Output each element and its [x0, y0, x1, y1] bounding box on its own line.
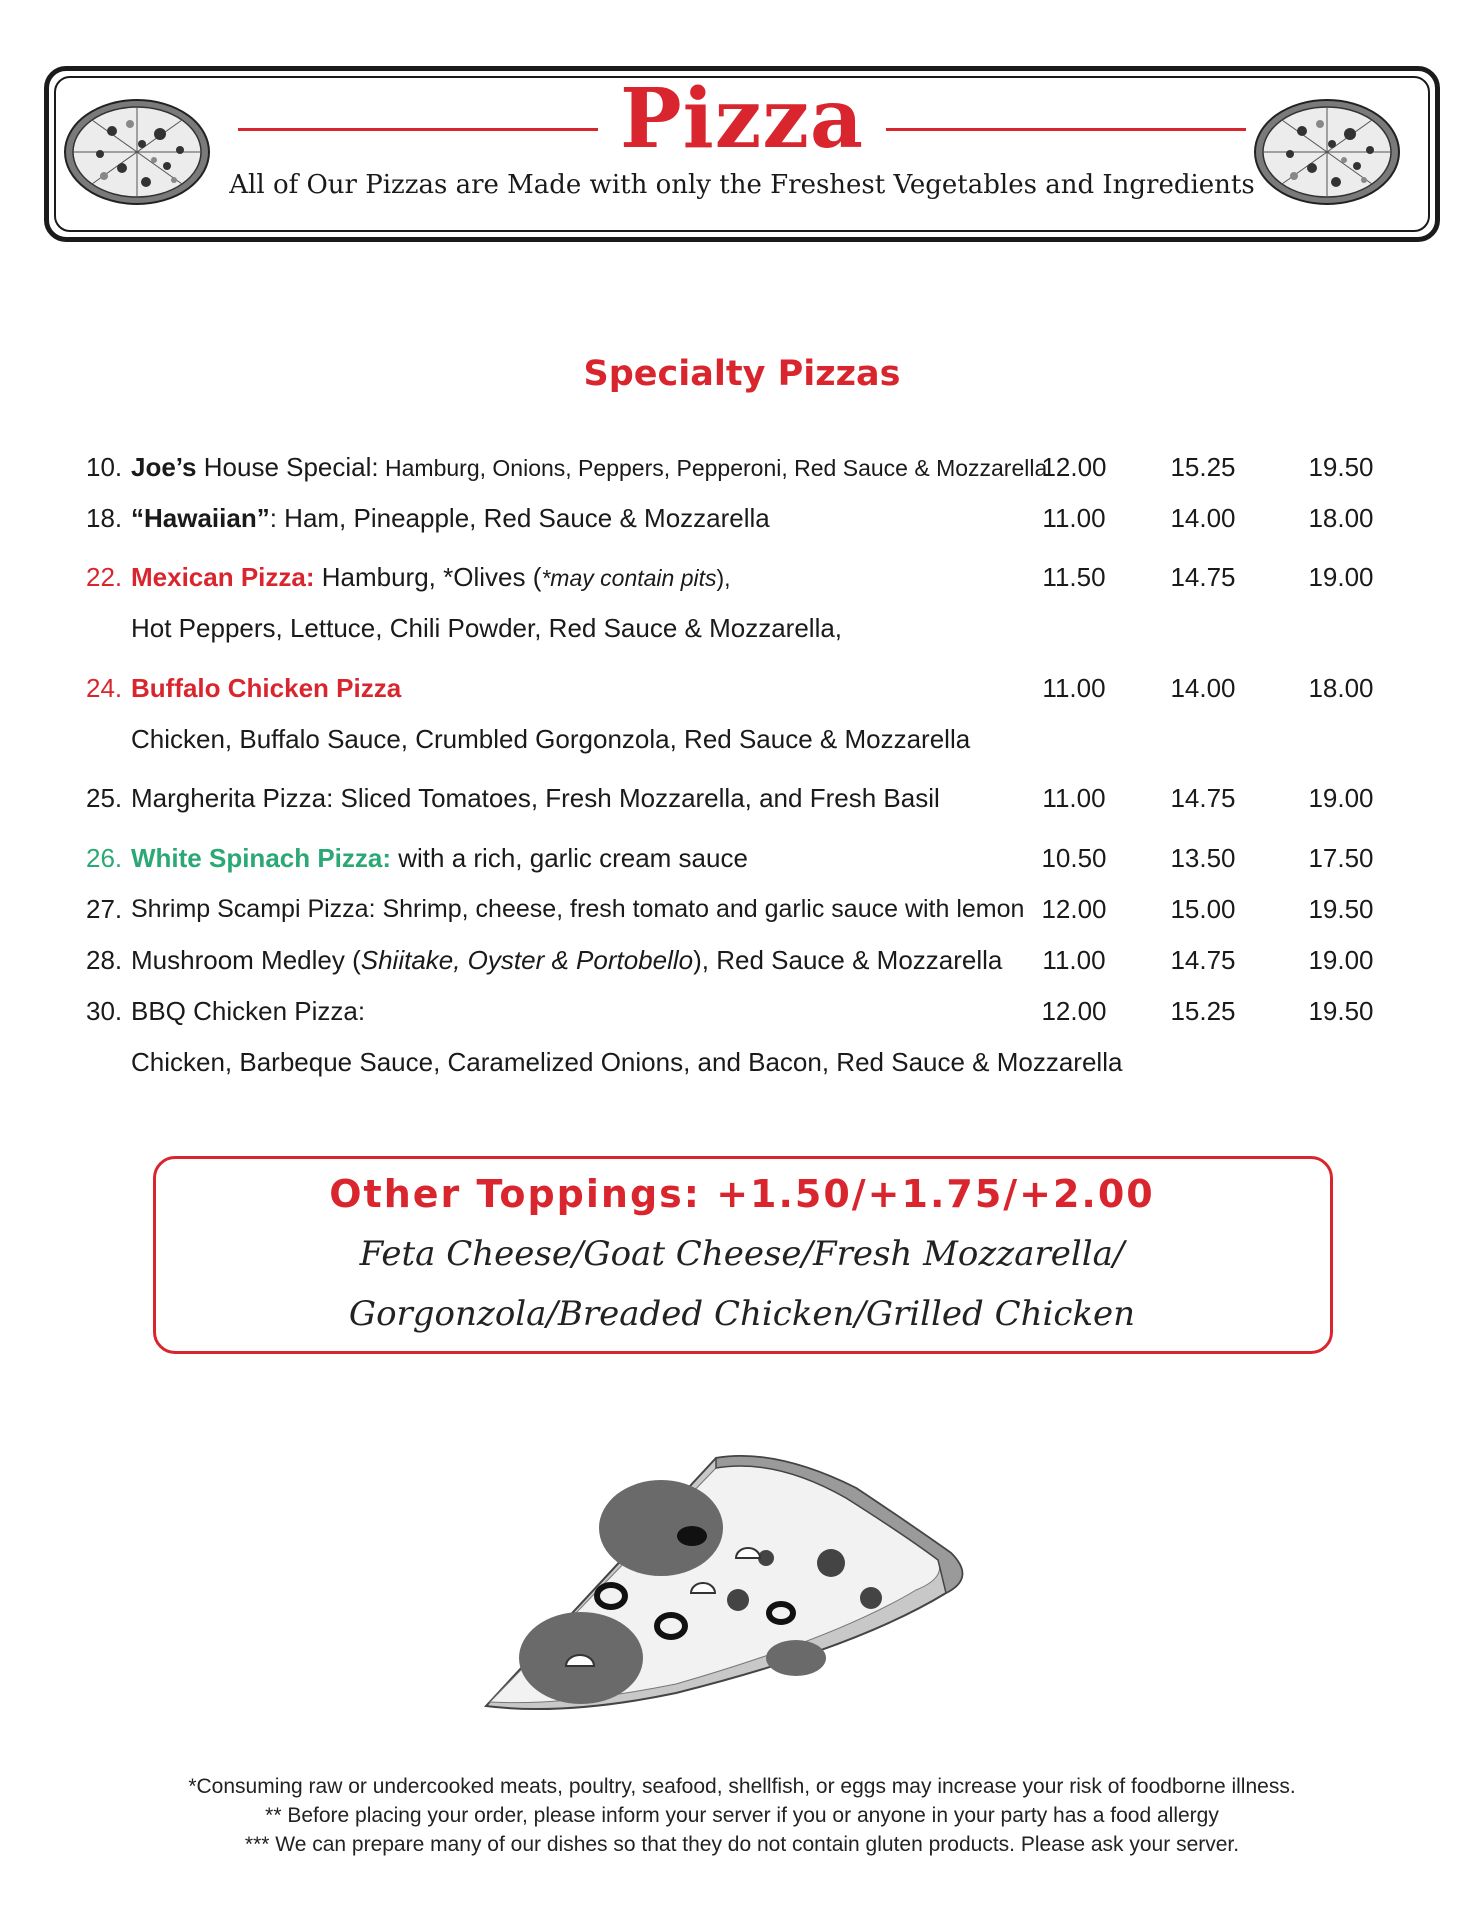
- price-medium: 14.75: [1170, 562, 1236, 592]
- item-name: Buffalo Chicken Pizza: [131, 673, 402, 703]
- item-number: 10.: [86, 452, 123, 482]
- item-description: [131, 668, 401, 708]
- price-medium: 14.00: [1170, 673, 1236, 703]
- price-large: 18.00: [1308, 673, 1374, 703]
- item-description: [131, 940, 1002, 980]
- price-medium: 14.75: [1170, 783, 1236, 813]
- item-note: Shiitake, Oyster & Portobello: [360, 945, 694, 975]
- item-name: Mushroom Medley (: [131, 945, 361, 975]
- price-small: 10.50: [1041, 843, 1107, 873]
- menu-item: [0, 778, 1484, 818]
- price-large: 19.50: [1308, 996, 1374, 1026]
- price-medium: 15.00: [1170, 894, 1236, 924]
- item-description: [131, 838, 748, 878]
- footnote: *** We can prepare many of our dishes so that they do not contain gluten products. Please ask your server.: [244, 1833, 1240, 1856]
- price-small: 12.00: [1041, 452, 1107, 482]
- footnote: *Consuming raw or undercooked meats, poultry, seafood, shellfish, or eggs may increase your risk of foodborne illness.: [188, 1775, 1296, 1798]
- price-large: 18.00: [1308, 503, 1374, 533]
- item-number: 30.: [86, 996, 123, 1026]
- item-number: 28.: [86, 945, 123, 975]
- item-description: [131, 557, 731, 598]
- price-medium: 14.75: [1170, 945, 1236, 975]
- toppings-title: Other Toppings: +1.50/+1.75/+2.00: [329, 1172, 1155, 1216]
- item-continuation: Chicken, Buffalo Sauce, Crumbled Gorgonzola, Red Sauce & Mozzarella: [131, 724, 971, 754]
- item-name-suffix: House Special:: [196, 452, 379, 482]
- price-large: 19.00: [1308, 562, 1374, 592]
- whole-pizza-icon: [62, 96, 212, 208]
- toppings-list-line: Feta Cheese/Goat Cheese/Fresh Mozzarella/: [359, 1234, 1125, 1274]
- price-small: 12.00: [1041, 996, 1107, 1026]
- price-small: 11.00: [1042, 673, 1106, 703]
- price-medium: 15.25: [1170, 452, 1236, 482]
- item-ingredients-end: ),: [716, 565, 731, 591]
- price-medium: 15.25: [1170, 996, 1236, 1026]
- menu-item: [0, 668, 1484, 708]
- menu-item: [0, 889, 1484, 929]
- page-subtitle: All of Our Pizzas are Made with only the Freshest Vegetables and Ingredients: [229, 170, 1255, 200]
- page-title: Pizza: [619, 71, 865, 167]
- item-continuation: Chicken, Barbeque Sauce, Caramelized Onions, and Bacon, Red Sauce & Mozzarella: [131, 1047, 1123, 1077]
- price-large: 19.00: [1308, 945, 1374, 975]
- footnote: ** Before placing your order, please inform your server if you or anyone in your party has a food allergy: [265, 1804, 1219, 1827]
- item-note: *may contain pits: [541, 565, 717, 591]
- price-large: 19.50: [1308, 894, 1374, 924]
- whole-pizza-icon: [1252, 96, 1402, 208]
- item-ingredients-end: ), Red Sauce & Mozzarella: [693, 945, 1003, 975]
- item-description: [131, 498, 770, 538]
- item-number: 22.: [86, 562, 123, 592]
- menu-item: [0, 991, 1484, 1031]
- price-small: 12.00: [1041, 894, 1107, 924]
- item-name: Joe’s: [131, 452, 197, 482]
- item-ingredients: Hamburg, *Olives (: [314, 562, 542, 592]
- item-number: 24.: [86, 673, 123, 703]
- menu-item: [0, 447, 1484, 487]
- item-name: “Hawaiian”: [131, 503, 270, 533]
- price-medium: 13.50: [1170, 843, 1236, 873]
- menu-item: [0, 498, 1484, 538]
- item-ingredients: with a rich, garlic cream sauce: [391, 843, 748, 873]
- item-description: Shrimp Scampi Pizza: Shrimp, cheese, fresh tomato and garlic sauce with lemon: [131, 895, 1025, 923]
- toppings-list-line: Gorgonzola/Breaded Chicken/Grilled Chicken: [348, 1294, 1136, 1334]
- menu-item: [0, 838, 1484, 878]
- price-medium: 14.00: [1170, 503, 1236, 533]
- item-continuation: Hot Peppers, Lettuce, Chili Powder, Red Sauce & Mozzarella,: [131, 613, 843, 643]
- price-small: 11.00: [1042, 503, 1106, 533]
- item-description: BBQ Chicken Pizza:: [131, 996, 366, 1026]
- price-large: 19.00: [1308, 783, 1374, 813]
- item-number: 26.: [86, 843, 123, 873]
- item-description: Margherita Pizza: Sliced Tomatoes, Fresh Mozzarella, and Fresh Basil: [131, 783, 940, 813]
- menu-item: [0, 557, 1484, 597]
- menu-item: [0, 940, 1484, 980]
- price-small: 11.00: [1042, 783, 1106, 813]
- item-number: 25.: [86, 783, 123, 813]
- item-number: 27.: [86, 894, 123, 924]
- item-name: White Spinach Pizza:: [131, 843, 392, 873]
- pizza-slice-illustration: [476, 1448, 1004, 1718]
- item-name: Mexican Pizza:: [131, 562, 315, 592]
- price-large: 17.50: [1308, 843, 1374, 873]
- item-ingredients: : Ham, Pineapple, Red Sauce & Mozzarella: [269, 503, 770, 533]
- item-number: 18.: [86, 503, 123, 533]
- section-title: Specialty Pizzas: [583, 354, 901, 394]
- price-large: 19.50: [1308, 452, 1374, 482]
- price-small: 11.50: [1042, 562, 1106, 592]
- price-small: 11.00: [1042, 945, 1106, 975]
- item-ingredients: Hamburg, Onions, Peppers, Pepperoni, Red Sauce & Mozzarella: [378, 455, 1048, 481]
- item-description: [131, 447, 1047, 488]
